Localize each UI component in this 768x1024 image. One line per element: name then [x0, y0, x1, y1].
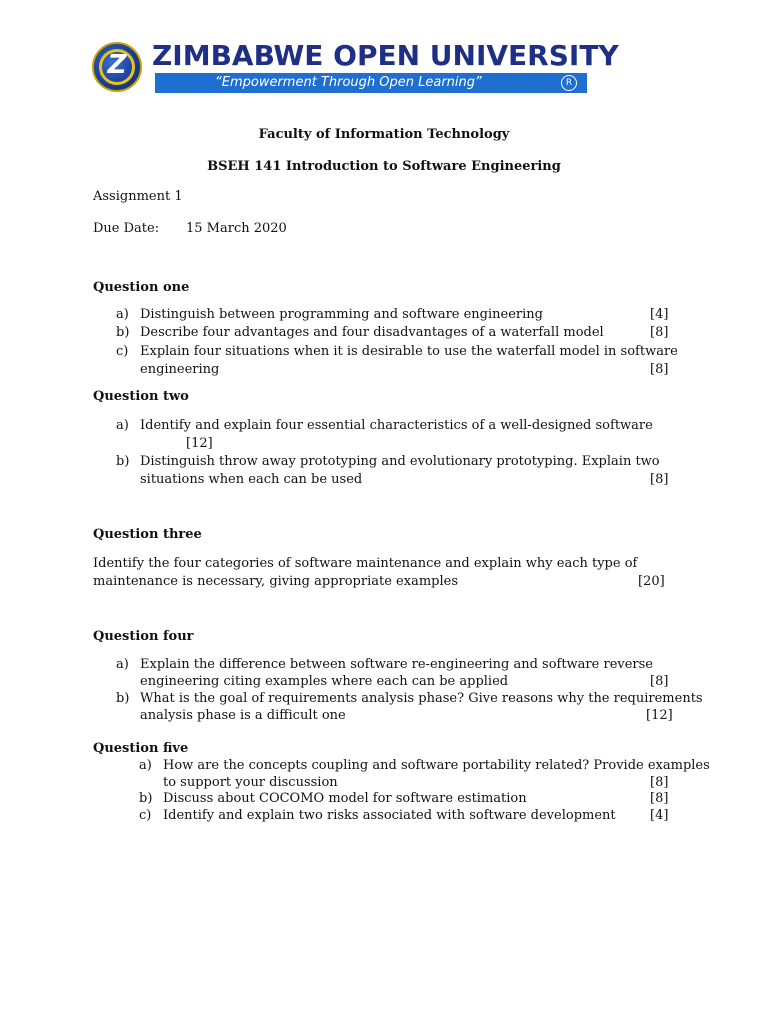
tagline: “Empowerment Through Open Learning” [215, 75, 482, 90]
q1-b-label: b) [116, 325, 130, 340]
q2-b-text-line1: Distinguish throw away prototyping and evolutionary prototyping. Explain two [140, 454, 660, 469]
course-title: BSEH 141 Introduction to Software Engineering [207, 159, 561, 174]
question-five-title: Question five [93, 741, 189, 756]
q3-mark: [20] [638, 574, 665, 589]
due-date-value: 15 March 2020 [186, 221, 287, 236]
q5-b-label: b) [139, 791, 153, 806]
q1-a-label: a) [116, 307, 129, 322]
q5-c-label: c) [139, 808, 152, 823]
q5-a-mark: [8] [650, 775, 669, 790]
q1-b-mark: [8] [650, 325, 669, 340]
q2-b-text-line2: situations when each can be used [140, 472, 363, 487]
q2-a-mark: [12] [186, 436, 213, 451]
q1-c-text-line2: engineering [140, 362, 220, 377]
q5-b-text: Discuss about COCOMO model for software estimation [163, 791, 527, 806]
faculty-title: Faculty of Information Technology [258, 127, 510, 142]
q2-b-mark: [8] [650, 472, 669, 487]
logo-letter: Z [107, 50, 127, 80]
q4-b-mark: [12] [646, 708, 673, 723]
question-four-title: Question four [93, 629, 194, 644]
question-two-title: Question two [93, 389, 189, 404]
q1-a-text: Distinguish between programming and software engineering [140, 307, 543, 322]
q5-a-label: a) [139, 758, 152, 773]
q1-c-label: c) [116, 344, 129, 359]
question-three-title: Question three [93, 527, 202, 542]
question-one-title: Question one [93, 280, 190, 295]
q4-b-text-line1: What is the goal of requirements analysis phase? Give reasons why the requirements [140, 691, 703, 706]
university-name: ZIMBABWE OPEN UNIVERSITY [152, 39, 619, 72]
registered-mark: R [561, 75, 577, 91]
q3-text-line1: Identify the four categories of software maintenance and explain why each type of [93, 556, 638, 571]
q4-b-label: b) [116, 691, 130, 706]
tagline-bar [155, 73, 587, 93]
q1-c-text-line1: Explain four situations when it is desirable to use the waterfall model in software [140, 344, 678, 359]
q2-b-label: b) [116, 454, 130, 469]
q5-c-mark: [4] [650, 808, 669, 823]
q4-a-text-line1: Explain the difference between software re-engineering and software reverse [140, 657, 653, 672]
q5-b-mark: [8] [650, 791, 669, 806]
assignment-label: Assignment 1 [93, 189, 183, 204]
q2-a-text: Identify and explain four essential characteristics of a well-designed software [140, 418, 653, 433]
q5-a-text-line1: How are the concepts coupling and software portability related? Provide examples [163, 758, 710, 773]
q1-c-mark: [8] [650, 362, 669, 377]
q2-a-label: a) [116, 418, 129, 433]
q4-a-label: a) [116, 657, 129, 672]
q3-text-line2: maintenance is necessary, giving appropriate examples [93, 574, 459, 589]
q1-b-text: Describe four advantages and four disadvantages of a waterfall model [140, 325, 604, 340]
q4-a-mark: [8] [650, 674, 669, 689]
q1-a-mark: [4] [650, 307, 669, 322]
q5-a-text-line2: to support your discussion [163, 775, 338, 790]
university-logo [92, 42, 142, 92]
q4-a-text-line2: engineering citing examples where each can be applied [140, 674, 509, 689]
q4-b-text-line2: analysis phase is a difficult one [140, 708, 346, 723]
q5-c-text: Identify and explain two risks associated with software development [163, 808, 616, 823]
due-date-label: Due Date: [93, 221, 160, 236]
